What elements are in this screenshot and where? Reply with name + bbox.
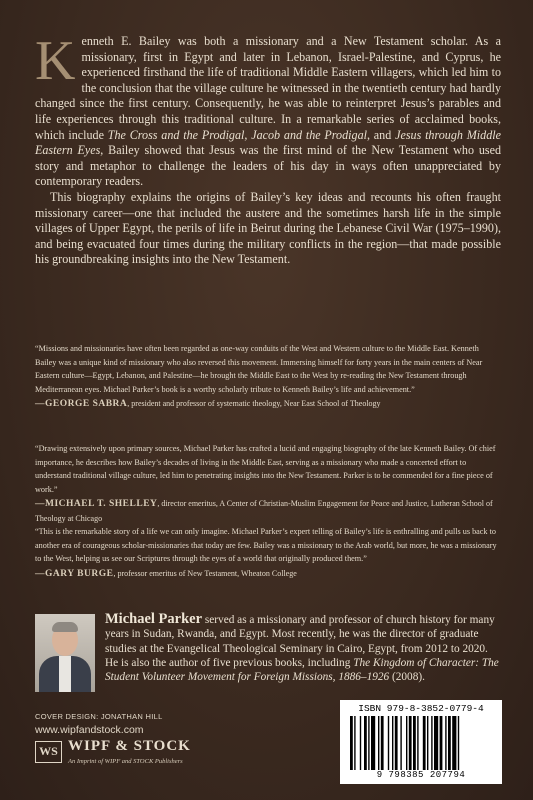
endorser-name: —MICHAEL T. SHELLEY xyxy=(35,499,158,509)
endorser-name: —GARY BURGE xyxy=(35,568,114,579)
endorsement-text: “Drawing extensively upon primary sources, Michael Parker has crafted a lucid and engaging biography of the late Kenneth Bailey. Of chief importance, he describes how Bailey’s decades of living in the Middle East, serving as a missionary who made a concerted effort to understand traditional village culture, led him to penetrating insights into the New Testament. Parker is to be commended for a fine piece of work.” xyxy=(35,444,496,494)
endorsement-2 xyxy=(35,442,501,525)
book-title: The Kingdom of Character: The Student Volunteer Movement for Foreign Missions, 1886–1926 xyxy=(105,656,499,684)
author-photo xyxy=(35,614,95,692)
bio-text: (2008). xyxy=(389,671,425,684)
blurb-paragraph-2: This biography explains the origins of Bailey’s key ideas and recounts his often fraught missionary career—one that included the austere and the sometimes harsh life in the simple villages of Upper Egypt, the perils of life in Beirut during the Lebanese Civil War (1975–1990), and being evacuated four times during the military conflicts in the region—that made possible his groundbreaking insights into the New Testament. xyxy=(35,189,501,267)
blurb-paragraph-1 xyxy=(35,30,501,190)
barcode-number: 9 798385 207794 xyxy=(376,770,466,780)
back-cover-blurb xyxy=(35,30,501,268)
endorser-role: , director emeritus, A Center of Christian-Muslim Engagement for Peace and Justice, Lutheran School of Theology at Chicago xyxy=(35,499,493,523)
book-title: The Cross and the Prodigal xyxy=(107,127,245,142)
endorser-role: , professor emeritus of New Testament, Wheaton College xyxy=(113,568,297,578)
bio-text: served as a missionary and professor of church history for many years in Sudan, Rwanda, and Egypt. Most recently, he was the director of graduate studies at the Evangelical Theological Seminary in Cairo, Egypt, from 2012 to 2020. He is also the author of five previous books, including xyxy=(105,614,495,669)
endorsement-attribution xyxy=(35,497,501,525)
drop-cap: K xyxy=(35,30,76,92)
isbn-label: ISBN 979-8-3852-0779-4 xyxy=(358,703,484,714)
author-bio xyxy=(105,612,501,684)
separator: , and xyxy=(366,127,396,142)
isbn-barcode xyxy=(340,700,502,784)
credits xyxy=(35,712,163,736)
publisher-logo-mark: WS xyxy=(35,741,62,763)
publisher-name: WIPF & STOCK xyxy=(68,738,191,754)
cover-design-credit: COVER DESIGN: JONATHAN HILL xyxy=(35,712,163,721)
book-title: Jacob and the Prodigal xyxy=(251,127,367,142)
endorsement-3 xyxy=(35,525,501,581)
endorsement-1 xyxy=(35,342,501,412)
author-name: Michael Parker xyxy=(105,611,203,627)
endorsement-text: “Missions and missionaries have often been regarded as one-way conduits of the West and Western culture to the Middle East. Kenneth Bailey was a unique kind of missionary who also reversed this movement. Immersing himself for forty years in the main centers of Near Eastern culture—Egypt, Lebanon, and Palestine—he brought the Middle East to the West by re-reading the New Testament through Mediterranean eyes. Michael Parker’s book is a worthy scholarly tribute to Kenneth Bailey’s life and achievement.” xyxy=(35,344,483,394)
endorser-name: —GEORGE SABRA xyxy=(35,399,128,409)
endorsement-text: “This is the remarkable story of a life we can only imagine. Michael Parker’s expert telling of Bailey’s life is enthralling and pulls us back to another era of courageous scholar-missionaries that today are few. Bailey was a missionary to the Arab world, but more, he was a missionary to the West, helping us see our Scriptures through the eyes of a world that originally produced them.” xyxy=(35,527,497,563)
publisher-website: www.wipfandstock.com xyxy=(35,724,144,736)
barcode-icon xyxy=(350,716,492,770)
separator: , xyxy=(244,127,252,142)
publisher-tagline: An Imprint of WIPF and STOCK Publishers xyxy=(68,758,183,765)
endorsement-attribution xyxy=(35,567,501,582)
book-title: Jesus through Middle Eastern Eyes xyxy=(35,127,501,158)
endorser-role: , president and professor of systematic theology, Near East School of Theology xyxy=(127,399,381,408)
endorsement-attribution xyxy=(35,397,501,412)
blurb-text: enneth E. Bailey was both a missionary and a New Testament scholar. As a missionary, first in Egypt and later in Lebanon, Israel-Palestine, and Cyprus, he experienced firsthand the life of traditional Middle Eastern villagers, which led him to the conclusion that the village culture he witnessed in the twentieth century had hardly changed since the first century. Consequently, he was able to reinterpret Jesus’s parables and life experiences through this traditional culture. In a remarkable series of acclaimed books, which include xyxy=(35,34,501,142)
blurb-text: , Bailey showed that Jesus was the first mind of the New Testament who used story and metaphor to challenge the leaders of his day in ways often unappreciated by contemporary readers. xyxy=(35,143,501,189)
